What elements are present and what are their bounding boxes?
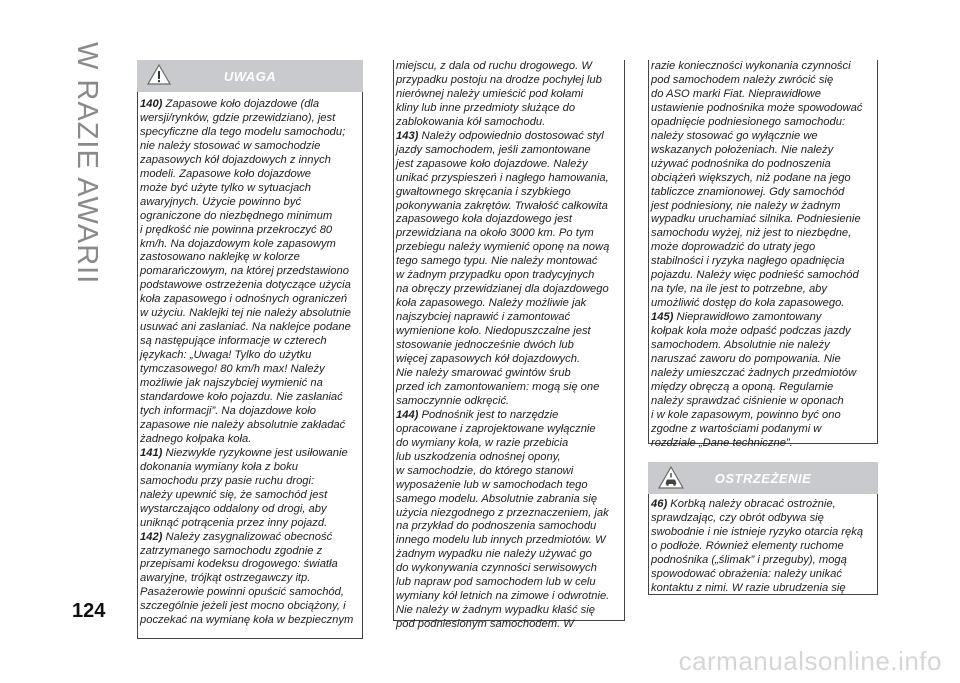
warning-triangle-icon [147, 63, 171, 87]
note-145: 145) Nieprawidłowo zamontowany kołpak koła może odpaść podczas jazdy samochodem. Absolutnie nie należy naruszać zaworu do pompowania. Nie należy umieszczać żadnych przedmiotów między obręczą a oponą. Regularnie należy sprawdzać ciśnienie w oponach i w kole zapasowym, powinno być ono zgodne z wartościami podanymi w rozdziale „Dane techniczne”. [651, 311, 857, 449]
note-143: 143) Należy odpowiednio dostosować styl jazdy samochodem, jeśli zamontowane jest zapasowe koło dojazdowe. Należy unikać przyspieszeń i nagłego hamowania, gwałtownego skręcania i szybkiego pokonywania zakrętów. Trwałość całkowita zapasowego koła dojazdowego jest przewidziana na około 3000 km. Po tym przebiegu należy wymienić oponę na nową tego samego typu. Nie należy montować w żadnym przypadku opon tradycyjnych na obręczy przewidzianej dla dojazdowego koła zapasowego. Należy możliwie jak najszybciej naprawić i zamontować wymienione koło. Niedopuszczalne jest stosowanie jednocześnie dwóch lub więcej zapasowych kół dojazdowych. Nie należy smarować gwintów śrub przed ich zamontowaniem: mogą się one samoczynnie odkręcić. [396, 129, 610, 407]
car-warning-icon [658, 465, 684, 491]
site-watermark: carmanualsonline.info [678, 646, 942, 676]
warning-box-continued [393, 60, 625, 631]
warning-box-end [648, 60, 878, 449]
caution-header [648, 462, 878, 494]
warning-box [137, 92, 363, 639]
note-46: 46) Korbką należy obracać ostrożnie, sprawdzając, czy obrót odbywa się swobodnie i nie istnieje ryzyko otarcia ręką o podłoże. Również elementy ruchome podnośnika („ślimak” i przeguby), mogą spowodować obrażenia: należy unikać kontaktu z nimi. W razie ubrudzenia się [651, 498, 864, 594]
note-142-continued: miejscu, z dala od ruchu drogowego. W przypadku postoju na drodze pochyłej lub nierównej należy umieścić pod kołami kliny lub inne przedmioty służące do zablokowania kół samochodu. [396, 60, 602, 128]
warning-header-title: UWAGA [223, 68, 277, 84]
note-140: 140) Zapasowe koło dojazdowe (dla wersji/rynków, gdzie przewidziano), jest specyficzne dla tego modelu samochodu; nie należy stosować w samochodzie zapasowych kół dojazdowych z innych modeli. Zapasowe koło dojazdowe może być użyte tylko w sytuacjach awaryjnych. Użycie powinno być ograniczone do niezbędnego minimum i prędkość nie powinna przekroczyć 80 km/h. Na dojazdowym kole zapasowym zastosowano naklejkę w kolorze pomarańczowym, na której przedstawiono podstawowe ostrzeżenia dotyczące użycia koła zapasowego i odnośnych ograniczeń w użyciu. Naklejki tej nie należy absolutnie usuwać ani zasłaniać. Na naklejce podane są następujące informacje w czterech językach: „Uwaga! Tylko do użytku tymczasowego! 80 km/h max! Należy możliwie jak najszybciej wymienić na standardowe koło pojazdu. Nie zasłaniać tych informacji”. Na dojazdowe koło zapasowe nie należy absolutnie zakładać żadnego kołpaka koła. [140, 98, 351, 445]
note-142: 142) Należy zasygnalizować obecność zatrzymanego samochodu zgodnie z przepisami kodeksu drogowego: światła awaryjne, trójkąt ostrzegawczy itp. Pasażerowie powinni opuścić samochód, szczególnie jeżeli jest mocno obciążony, i poczekać na wymianę koła w bezpiecznym [140, 530, 354, 627]
column-3 [648, 60, 878, 595]
caution-header-title: OSTRZEŻENIE [714, 470, 812, 486]
note-144: 144) Podnośnik jest to narzędzie opracowane i zaprojektowane wyłącznie do wymiany koła, w razie przebicia lub uszkodzenia odnośnej opony, w samochodzie, do którego stanowi wyposażenie lub w samochodach tego samego modelu. Absolutnie zabrania się użycia niezgodnego z przeznaczeniem, jak na przykład do podnoszenia samochodu innego modelu lub innych przedmiotów. W żadnym wypadku nie należy używać go do wykonywania czynności serwisowych lub napraw pod samochodem lub w celu wymiany kół letnich na zimowe i odwrotnie. Nie należy w żadnym wypadku kłaść się pod podniesionym samochodem. W [396, 408, 610, 631]
note-144-continued: razie konieczności wykonania czynności pod samochodem należy zwrócić się do ASO marki Fiat. Nieprawidłowe ustawienie podnośnika może spowodować opadnięcie podniesionego samochodu: należy stosować go wyłącznie we wskazanych położeniach. Nie należy używać podnośnika do podnoszenia obciążeń większych, niż podane na jego tabliczce znamionowej. Gdy samochód jest podniesiony, nie należy w żadnym wypadku uruchamiać silnika. Podniesienie samochodu wyżej, niż jest to niezbędne, może doprowadzić do utraty jego stabilności i ryzyka nagłego opadnięcia pojazdu. Należy więc podnieść samochód na tyle, na ile jest to potrzebne, aby umożliwić dostęp do koła zapasowego. [651, 60, 863, 310]
page-number: 124 [72, 600, 106, 622]
warning-header [137, 60, 363, 92]
side-section-title: W RAZIE AWARII [71, 42, 103, 285]
column-2 [393, 60, 625, 631]
note-141: 141) Niezwykle ryzykowne jest usiłowanie dokonania wymiany koła z boku samochodu przy pasie ruchu drogi: należy upewnić się, że samochód jest wystarczająco oddalony od drogi, aby uniknąć potrącenia przez inny pojazd. [140, 446, 348, 529]
caution-box [648, 494, 878, 595]
column-1 [137, 60, 363, 639]
